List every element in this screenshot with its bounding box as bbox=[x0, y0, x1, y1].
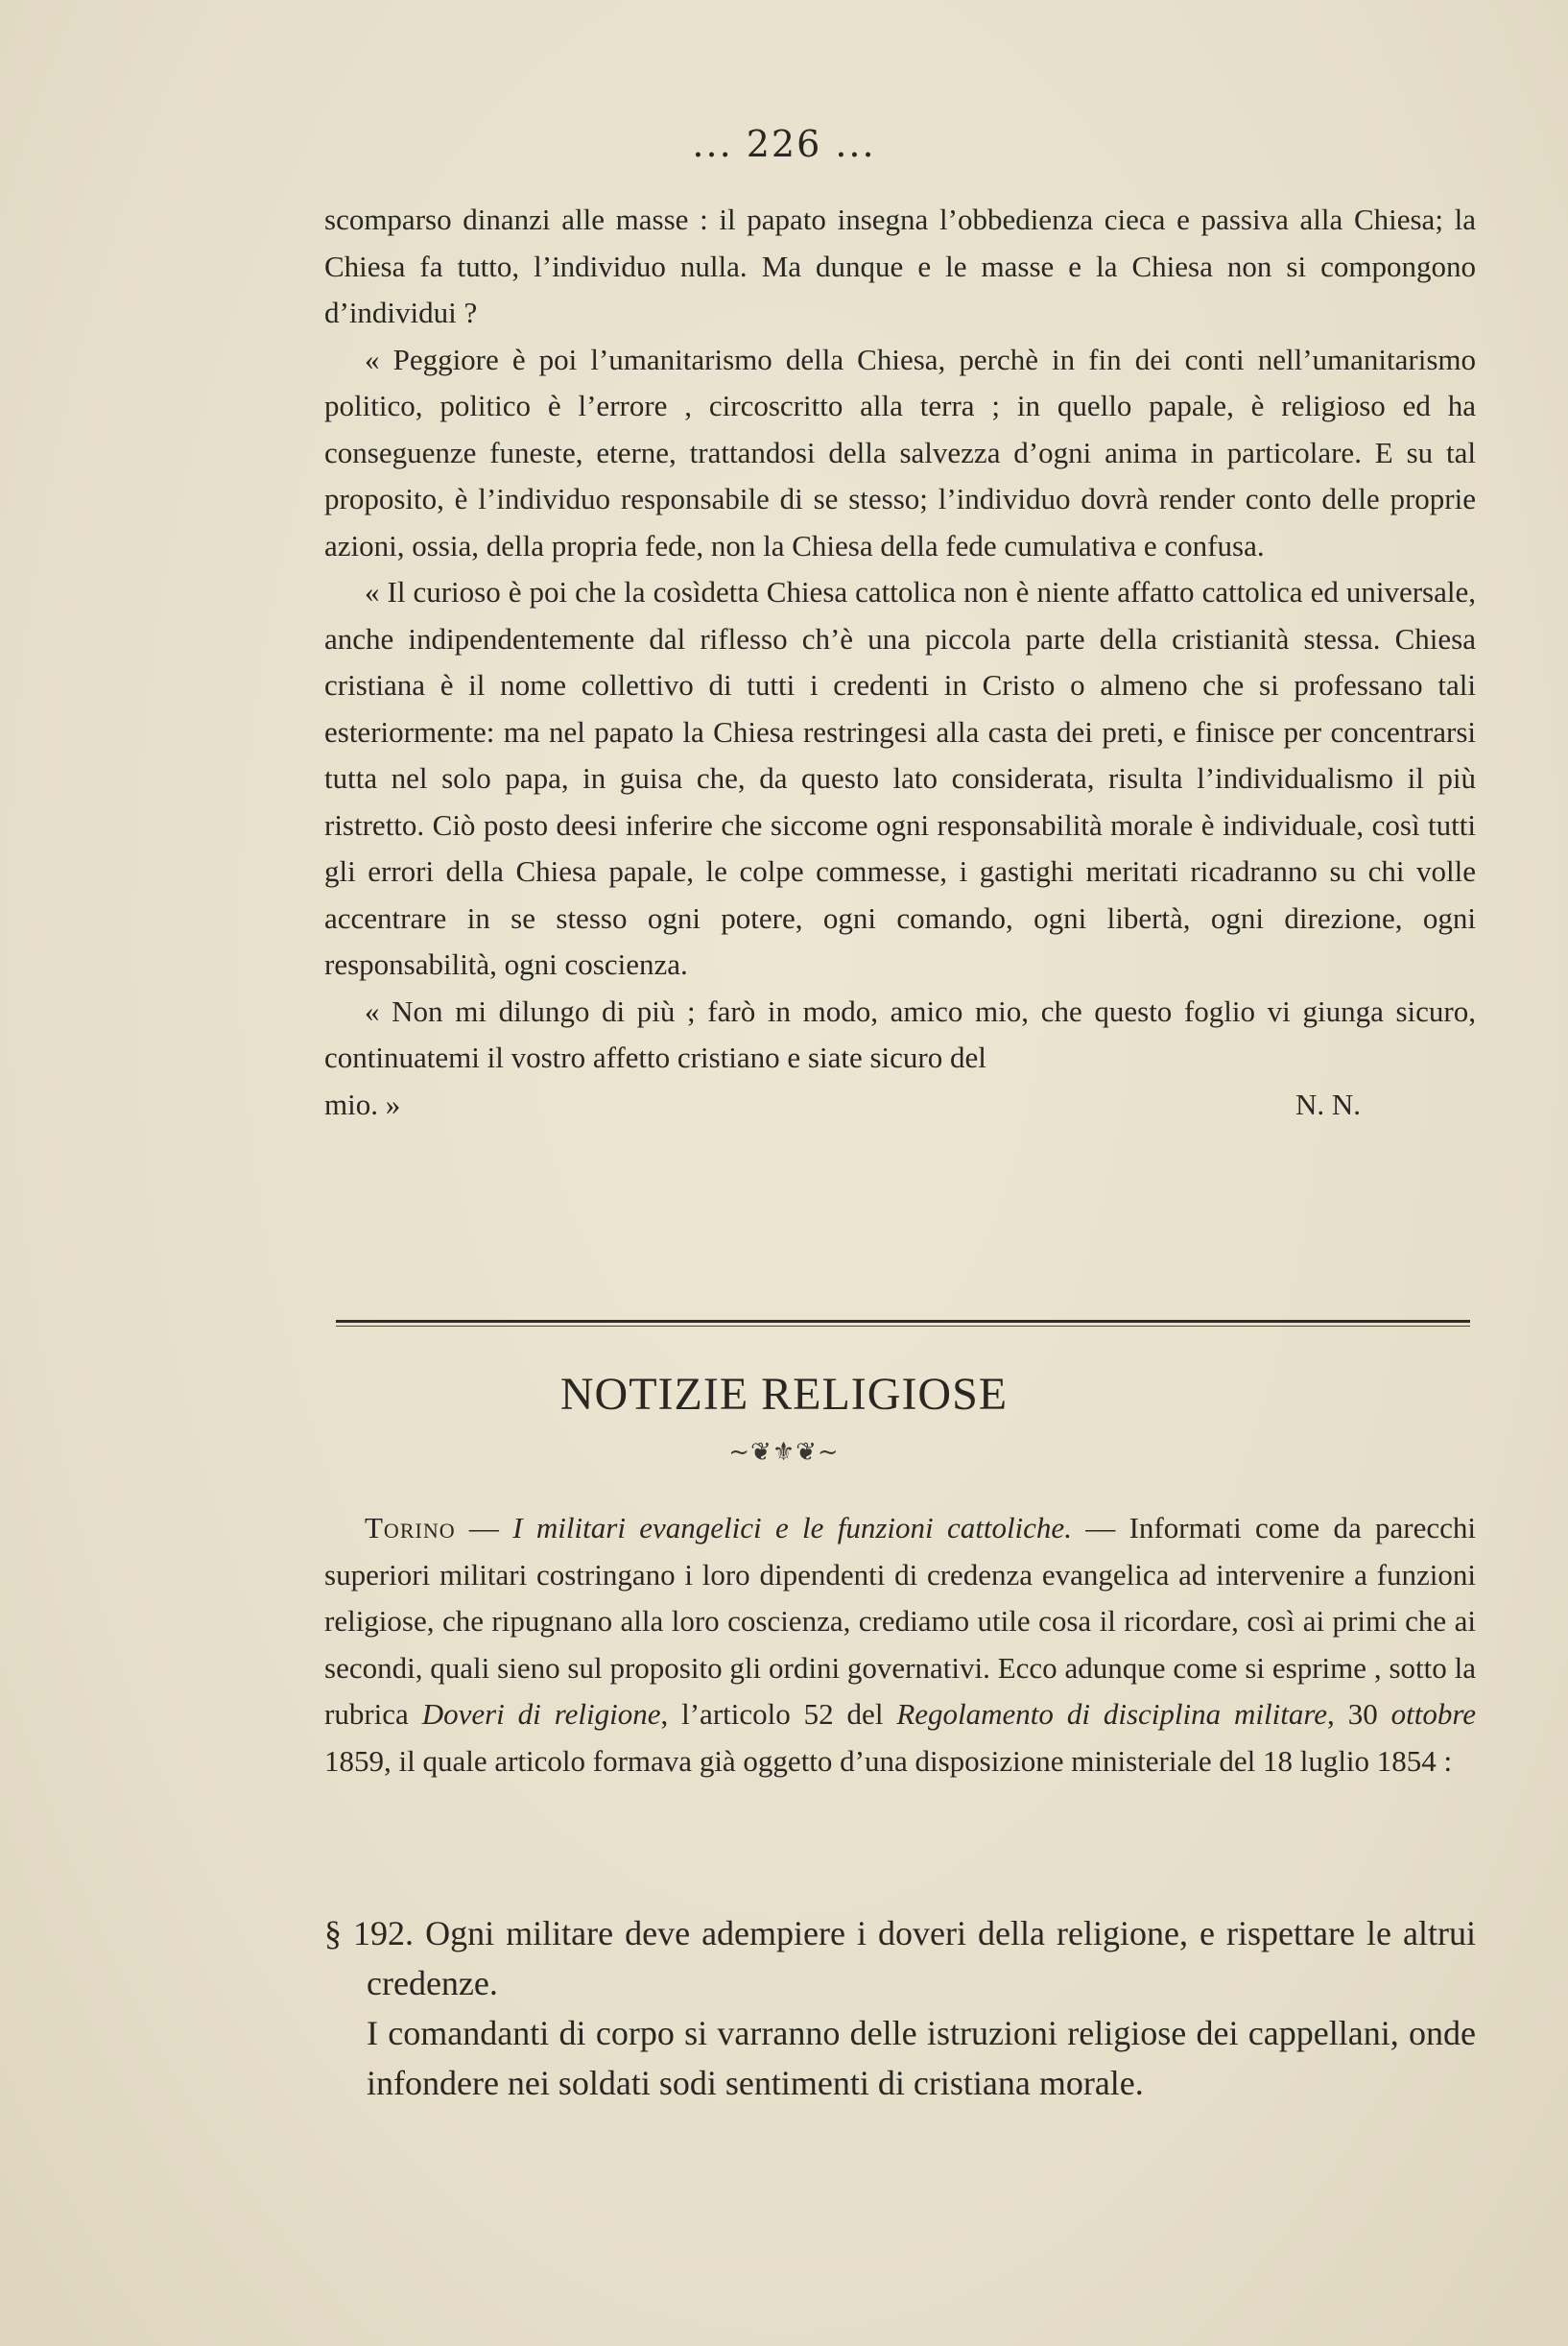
paragraph: « Non mi dilungo di più ; farò in modo, amico mio, che questo foglio vi giunga sicuro, continuatemi il vostro affetto cristiano e siate sicuro del bbox=[324, 993, 1476, 1074]
news-body: , 30 bbox=[1327, 1697, 1391, 1731]
news-italic-text: Doveri di religione bbox=[421, 1697, 661, 1731]
news-article bbox=[324, 1505, 1476, 1784]
letter-text bbox=[324, 197, 1476, 1128]
news-title: I militari evangelici e le funzioni cattoliche. bbox=[512, 1511, 1072, 1544]
section-divider-thin bbox=[336, 1326, 1470, 1327]
news-body: , l’articolo 52 del bbox=[660, 1697, 897, 1731]
closing-word: mio. » bbox=[324, 1087, 401, 1121]
section-title: NOTIZIE RELIGIOSE bbox=[559, 1369, 1009, 1420]
regulation-paragraph: I comandanti di corpo si varranno delle istruzioni religiose dei cappellani, onde infondere nei soldati sodi sentimenti di cristiana morale. bbox=[367, 2014, 1476, 2102]
signature: N. N. bbox=[1295, 1087, 1361, 1121]
news-body: 1859, il quale articolo formava già oggetto d’una disposizione ministeriale del 18 luglio 1854 : bbox=[324, 1743, 1453, 1778]
news-body: Informati come da parecchi superiori militari costringano i loro dipendenti di credenza evangelica ad intervenire a funzioni religiose, che ripugnano alla loro coscienza, crediamo utile cosa il ricordare, così ai primi che ai secondi, quali sieno sul proposito gli ordini governativi. Ecco adunque come si esprime , sotto la rubrica bbox=[324, 1511, 1477, 1731]
paragraph: scomparso dinanzi alle masse : il papato insegna l’obbedienza cieca e passiva alla Chiesa; la Chiesa fa tutto, l’individuo nulla. Ma dunque e le masse e la Chiesa non si compongono d’individui ? bbox=[324, 203, 1476, 329]
news-paragraph bbox=[324, 1505, 1476, 1784]
news-italic-text: ottobre bbox=[1390, 1697, 1476, 1731]
signature-line bbox=[324, 1082, 1476, 1129]
regulation-paragraph: § 192. Ogni militare deve adempiere i doveri della religione, e rispettare le altrui credenze. bbox=[324, 1914, 1476, 2002]
section-divider bbox=[336, 1320, 1470, 1323]
news-place: Torino bbox=[365, 1511, 456, 1544]
news-dash: — bbox=[455, 1511, 513, 1544]
ornament-flourish-icon: ~❦⚜❦~ bbox=[728, 1438, 840, 1467]
news-italic-text: Regolamento di disciplina militare bbox=[896, 1697, 1328, 1731]
news-dash: — bbox=[1071, 1511, 1129, 1544]
paragraph: « Il curioso è poi che la cosìdetta Chiesa cattolica non è niente affatto cattolica ed universale, anche indipendentemente dal riflesso ch’è una piccola parte della cristianità stessa. Chiesa cristiana è il nome collettivo di tutti i credenti in Cristo o almeno che si professano tali esteriormente: ma nel papato la Chiesa restringesi alla casta dei preti, e finisce per concentrarsi tutta nel solo papa, in guisa che, da questo lato considerata, risulta l’individualismo il più ristretto. Ciò posto deesi inferire che siccome ogni responsabilità morale è individuale, così tutti gli errori della Chiesa papale, le colpe commesse, i gastighi meritati ricadranno su chi volle accentrare in se stesso ogni potere, ogni comando, ogni libertà, ogni direzione, ogni responsabilità, ogni coscienza. bbox=[324, 575, 1476, 981]
paragraph: « Peggiore è poi l’umanitarismo della Chiesa, perchè in fin dei conti nell’umanitarismo politico, politico è l’errore , circoscritto alla terra ; in quello papale, è religioso ed ha conseguenze funeste, eterne, trattandosi della salvezza d’ogni anima in particolare. E su tal proposito, è l’individuo responsabile di se stesso; l’individuo dovrà render conto delle proprie azioni, ossia, della propria fede, non la Chiesa della fede cumulativa e confusa. bbox=[324, 342, 1476, 563]
page-number: ... 226 ... bbox=[692, 123, 876, 165]
regulation-quote bbox=[324, 1908, 1476, 2108]
